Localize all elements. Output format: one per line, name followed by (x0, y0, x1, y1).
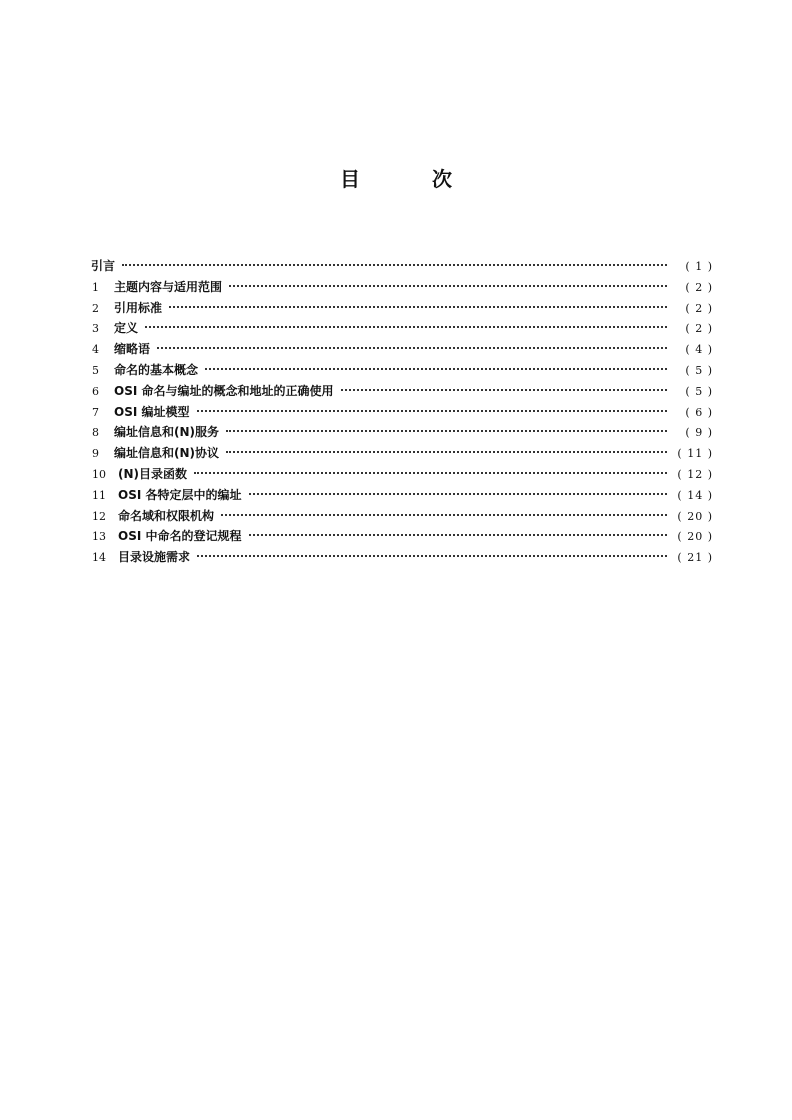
toc-leader-dots (157, 347, 667, 349)
toc-leader-dots (122, 264, 667, 266)
toc-entry (91, 526, 713, 547)
title-char-1: 目 (340, 167, 360, 191)
toc-leader-dots (197, 410, 668, 412)
toc-entry-title: OSI 命名与编址的概念和地址的正确使用 (114, 383, 334, 398)
toc-entry-number: 4 (92, 343, 99, 357)
toc-entry (91, 443, 713, 464)
toc-entry-title: 编址信息和(N)服务 (114, 425, 220, 440)
toc-entry-number: 2 (92, 301, 99, 315)
toc-entry (91, 298, 713, 319)
toc-entry-number: 10 (92, 467, 106, 481)
toc-leader-dots (205, 368, 667, 370)
toc-entry-title: OSI 中命名的登记规程 (118, 529, 242, 544)
toc-entry-page: ( 5 ) (685, 363, 713, 377)
toc-entry-page: ( 2 ) (685, 301, 713, 315)
toc-entry (91, 422, 713, 443)
toc-leader-dots (249, 534, 668, 536)
toc-leader-dots (226, 430, 667, 432)
toc-leader-dots (221, 514, 667, 516)
toc-entry-number: 6 (92, 384, 99, 398)
toc-entry-page: ( 14 ) (677, 488, 713, 502)
toc-leader-dots (197, 555, 667, 557)
toc-entry (91, 506, 713, 527)
toc-entry (91, 381, 713, 402)
toc-leader-dots (229, 285, 667, 287)
page-title (0, 163, 792, 192)
toc-entry-page: ( 2 ) (685, 280, 713, 294)
toc-entry-page: ( 4 ) (685, 343, 713, 357)
toc-entry-number: 5 (92, 363, 99, 377)
toc-entry-title: 缩略语 (114, 342, 151, 357)
toc-leader-dots (249, 493, 668, 495)
toc-entry-title: 引言 (91, 259, 116, 273)
toc-entry-title: OSI 编址模型 (114, 404, 190, 419)
toc-entry-title: 引用标准 (114, 300, 163, 315)
toc-entry-page: ( 1 ) (685, 260, 713, 273)
toc-leader-dots (169, 306, 667, 308)
toc-entry-page: ( 20 ) (677, 509, 713, 523)
toc-entry-page: ( 12 ) (677, 467, 713, 481)
toc-entry-title: 定义 (114, 321, 139, 336)
toc-entry (91, 360, 713, 381)
toc-entry-number: 9 (92, 447, 99, 461)
toc-entry-title: 命名的基本概念 (114, 362, 199, 377)
toc-entry-page: ( 9 ) (685, 426, 713, 440)
toc-entry-title: 命名域和权限机构 (118, 508, 215, 523)
toc-entry-number: 7 (92, 405, 99, 419)
toc-entry-number: 13 (92, 530, 106, 544)
toc-entry-title: OSI 各特定层中的编址 (118, 487, 242, 502)
toc-entry-page: ( 11 ) (677, 447, 713, 461)
toc-entry-number: 12 (92, 509, 106, 523)
toc-entry-page: ( 20 ) (677, 530, 713, 544)
toc-leader-dots (226, 451, 667, 453)
toc-entry-title: 编址信息和(N)协议 (114, 446, 220, 461)
toc-entry (91, 277, 713, 298)
toc-leader-dots (341, 389, 668, 391)
table-of-contents (91, 256, 713, 568)
toc-entry-title: 目录设施需求 (118, 550, 191, 565)
toc-entry-page: ( 21 ) (677, 551, 713, 565)
toc-entry-number: 8 (92, 426, 99, 440)
toc-entry (91, 256, 713, 277)
toc-entry (91, 402, 713, 423)
toc-entry (91, 547, 713, 568)
toc-entry-page: ( 5 ) (685, 384, 713, 398)
toc-entry-number: 11 (92, 488, 106, 502)
toc-entry-title: 主题内容与适用范围 (114, 279, 223, 294)
toc-entry-number: 3 (92, 322, 99, 336)
toc-entry (91, 464, 713, 485)
title-char-2: 次 (432, 167, 452, 191)
toc-entry-number: 14 (92, 551, 106, 565)
toc-entry-title: (N)目录函数 (118, 466, 188, 481)
toc-entry-page: ( 2 ) (685, 322, 713, 336)
toc-leader-dots (194, 472, 667, 474)
toc-leader-dots (145, 326, 667, 328)
toc-entry (91, 339, 713, 360)
toc-entry-number: 1 (92, 280, 99, 294)
toc-entry (91, 318, 713, 339)
toc-entry-page: ( 6 ) (685, 405, 713, 419)
toc-entry (91, 485, 713, 506)
